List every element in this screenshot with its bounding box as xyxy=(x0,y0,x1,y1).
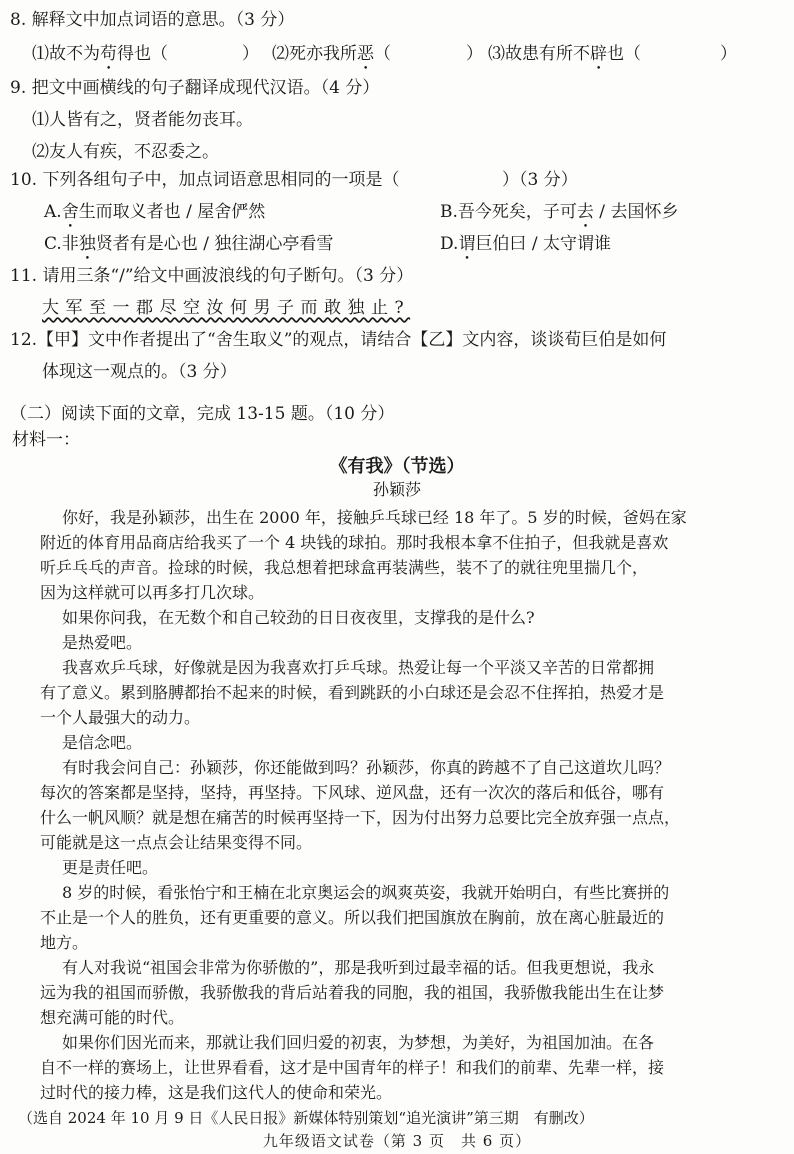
article-title: 《有我》（节选） xyxy=(329,456,465,477)
article-line: 是热爱吧。 xyxy=(62,633,143,652)
page-footer: 九年级语文试卷（第 3 页 共 6 页） xyxy=(262,1132,532,1150)
q10-stem-end: ）（3 分） xyxy=(502,170,578,190)
article-line: 附近的体育用品商店给我买了一个 4 块钱的球拍。那时我根本拿不住拍子，但我就是喜欢 xyxy=(40,533,669,552)
q12-line-2: 体现这一观点的。（3 分） xyxy=(42,362,237,382)
q8-item-1-open: ⑴故不为苟得也（ xyxy=(32,44,168,64)
material-label: 材料一： xyxy=(12,430,80,450)
article-line: 有人对我说“祖国会非常为你骄傲的”，那是我听到过最幸福的话。但我更想说，我永 xyxy=(62,958,655,977)
article-line: 远为我的祖国而骄傲，我骄傲我的背后站着我的同胞，我的祖国，我骄傲我能出生在让梦 xyxy=(40,983,665,1002)
q8-item-2-open: ⑵死亦我所恶（ xyxy=(272,44,391,64)
q9-stem: 9. 把文中画横线的句子翻译成现代汉语。（4 分） xyxy=(10,78,380,98)
article-line: 不止是一个人的胜负，还有更重要的意义。所以我们把国旗放在胸前，放在离心脏最近的 xyxy=(40,908,665,927)
q9-sentence-1: ⑴人皆有之，贤者能勿丧耳。 xyxy=(32,110,253,130)
article-line: 如果你们因光而来，那就让我们回归爱的初衷，为梦想，为美好，为祖国加油。在各 xyxy=(62,1033,655,1052)
article-line: 如果你问我，在无数个和自己较劲的日日夜夜里，支撑我的是什么? xyxy=(62,608,535,627)
article-line: 你好，我是孙颖莎，出生在 2000 年，接触乒乓球已经 18 年了。5 岁的时候，爸妈在家 xyxy=(62,508,687,527)
article-line: 过时代的接力棒，这是我们这代人的使命和荣光。 xyxy=(40,1083,393,1102)
section2-header: （二）阅读下面的文章，完成 13-15 题。（10 分） xyxy=(10,404,395,424)
article-line: 因为这样就可以再多打几次球。 xyxy=(40,583,265,602)
q10-option-d: D.谓巨伯曰 / 太守谓谁 xyxy=(440,234,611,254)
article-line: 每次的答案都是坚持，坚持，再坚持。下风球、逆风盘，还有一次次的落后和低谷，哪有 xyxy=(40,783,665,802)
q9-sentence-2: ⑵友人有疾，不忍委之。 xyxy=(32,142,219,162)
article-line: 我喜欢乒乓球，好像就是因为我喜欢打乒乓球。热爱让每一个平淡又辛苦的日常都拥 xyxy=(62,658,655,677)
article-line: 自不一样的赛场上，让世界看看，这才是中国青年的样子！和我们的前辈、先辈一样，接 xyxy=(40,1058,665,1077)
article-line: 可能就是这一点点会让结果变得不同。 xyxy=(40,833,313,852)
article-line: 听乒乓乓的声音。捡球的时候，我总想着把球盒再装满些，装不了的就往兜里揣几个， xyxy=(40,558,649,577)
q12-line-1: 12.【甲】文中作者提出了“舍生取义”的观点，请结合【乙】文内容，谈谈荀巨伯是如何 xyxy=(10,330,667,350)
q10-option-b: B.吾今死矣，子可去 / 去国怀乡 xyxy=(440,202,679,222)
article-line: 是信念吧。 xyxy=(62,733,143,752)
q10-stem: 10. 下列各组句子中，加点词语意思相同的一项是（ xyxy=(10,170,400,190)
article-author: 孙颖莎 xyxy=(372,480,421,499)
q10-option-c: C.非独贤者有是心也 / 独往湖心亭看雪 xyxy=(44,234,334,254)
q11-stem: 11. 请用三条“/”给文中画波浪线的句子断句。（3 分） xyxy=(10,266,414,286)
q8-item-2-close: ） xyxy=(466,44,483,64)
q8-item-1-close: ） xyxy=(242,44,259,64)
q10-option-a: A.舍生而取义者也 / 屋舍俨然 xyxy=(44,202,266,222)
q11-sentence: 大军至一郡尽空汝何男子而敢独止? xyxy=(42,298,411,318)
article-line: 一个人最强大的动力。 xyxy=(40,708,201,727)
article-source: （选自 2024 年 10 月 9 日《人民日报》新媒体特别策划“追光演讲”第三期 有删改） xyxy=(18,1109,594,1127)
article-line: 什么一帆风顺？就是想在痛苦的时候再坚持一下，因为付出努力总要比完全放弃强一点点， xyxy=(40,808,681,827)
article-line: 想充满可能的时代。 xyxy=(40,1008,185,1027)
article-line: 有了意义。累到胳膊都抬不起来的时候，看到跳跃的小白球还是会忍不住挥拍，热爱才是 xyxy=(40,683,665,702)
article-line: 更是责任吧。 xyxy=(62,858,159,877)
q8-stem: 8. 解释文中加点词语的意思。（3 分） xyxy=(10,10,295,30)
article-line: 地方。 xyxy=(40,933,89,952)
article-line: 有时我会问自己：孙颖莎，你还能做到吗？孙颖莎，你真的跨越不了自己这道坎儿吗？ xyxy=(62,758,671,777)
article-line: 8 岁的时候，看张怡宁和王楠在北京奥运会的飒爽英姿，我就开始明白，有些比赛拼的 xyxy=(62,883,670,902)
q8-item-3-close: ） xyxy=(720,44,737,64)
q8-item-3-open: ⑶故患有所不辟也（ xyxy=(488,44,641,64)
